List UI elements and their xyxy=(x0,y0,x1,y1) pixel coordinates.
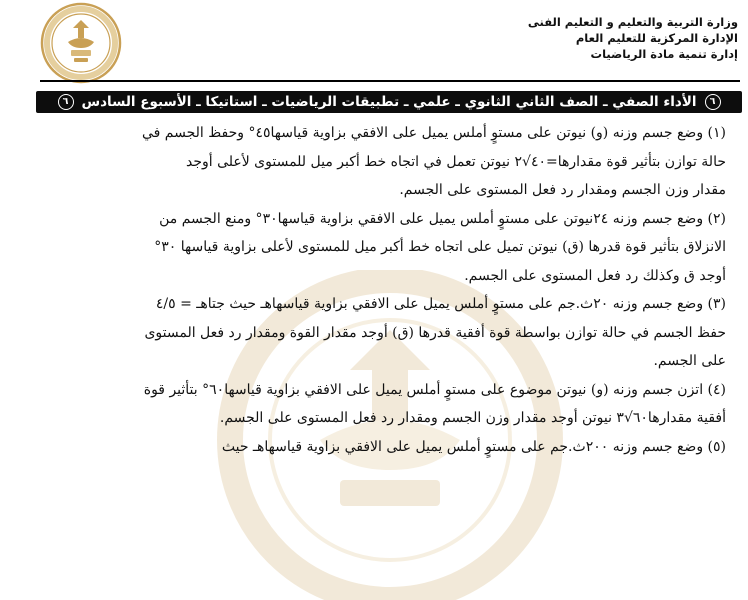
ministry-line: وزارة التربية والتعليم و التعليم الفنى xyxy=(527,15,738,29)
problem-line: (١) وضع جسم وزنه (و) نيوتن على مستوٍ أملس يميل على الافقي بزاوية قياسها٤٥° وحفظ الجسم في xyxy=(141,125,726,141)
problem-line: الانزلاق بتأثير قوة قدرها (ق) نيوتن تميل على اتجاه خط أكبر ميل للمستوى لأعلى بزاوية قياسها ٣٠° xyxy=(154,239,726,255)
unit-line: إدارة تنمية مادة الرياضيات xyxy=(590,47,738,61)
problem-line: أوجد ق وكذلك رد فعل المستوى على الجسم. xyxy=(464,267,726,284)
page-header xyxy=(0,0,748,86)
week-number-badge: ٦ xyxy=(705,94,721,110)
problems-list xyxy=(38,119,726,461)
problem-line: على الجسم. xyxy=(653,353,726,369)
problem-line: مقدار وزن الجسم ومقدار رد فعل المستوى على الجسم. xyxy=(399,182,726,198)
week-number-badge: ٦ xyxy=(58,94,74,110)
problem-line: (٥) وضع جسم وزنه ٢٠٠ث.جم على مستوٍ أملس يميل على الافقي بزاوية قياسهاهـ حيث xyxy=(221,438,726,455)
problem-line: (٢) وضع جسم وزنه ٢٤نيوتن على مستوٍ أملس يميل على الافقي بزاوية قياسها٣٠° ومنع الجسم من xyxy=(159,210,726,227)
ministry-logo xyxy=(40,2,122,84)
problem-line: (٣) وضع جسم وزنه ٢٠ث.جم على مستوٍ أملس يميل على الافقي بزاوية قياسهاهـ حيث جتاهـ = ٤/٥ xyxy=(155,296,726,312)
problem-line: حفظ الجسم في حالة توازن بواسطة قوة أفقية قدرها (ق) أوجد مقدار القوة ومقدار رد فعل المستوى xyxy=(144,324,726,341)
banner-title: الأداء الصفي ـ الصف الثاني الثانوي ـ علمي ـ تطبيقات الرياضيات ـ استاتيكا ـ الأسبوع السادس xyxy=(81,94,697,110)
problem-line: (٤) اتزن جسم وزنه (و) نيوتن موضوع على مستوٍ أملس يميل على الافقي بزاوية قياسها٦٠° بتأثير قوة xyxy=(143,381,726,398)
title-banner xyxy=(36,91,742,113)
problem-line: حالة توازن بتأثير قوة مقدارها=٤٠√٢ نيوتن تعمل في اتجاه خط أكبر ميل للمستوى لأعلى أوجد xyxy=(185,153,726,170)
header-rule xyxy=(40,80,740,82)
department-line: الإدارة المركزية للتعليم العام xyxy=(575,31,738,45)
ministry-block xyxy=(508,14,738,62)
problem-line: أفقية مقدارها٦٠√٣ نيوتن أوجد مقدار وزن الجسم ومقدار رد فعل المستوى على الجسم. xyxy=(219,410,726,426)
